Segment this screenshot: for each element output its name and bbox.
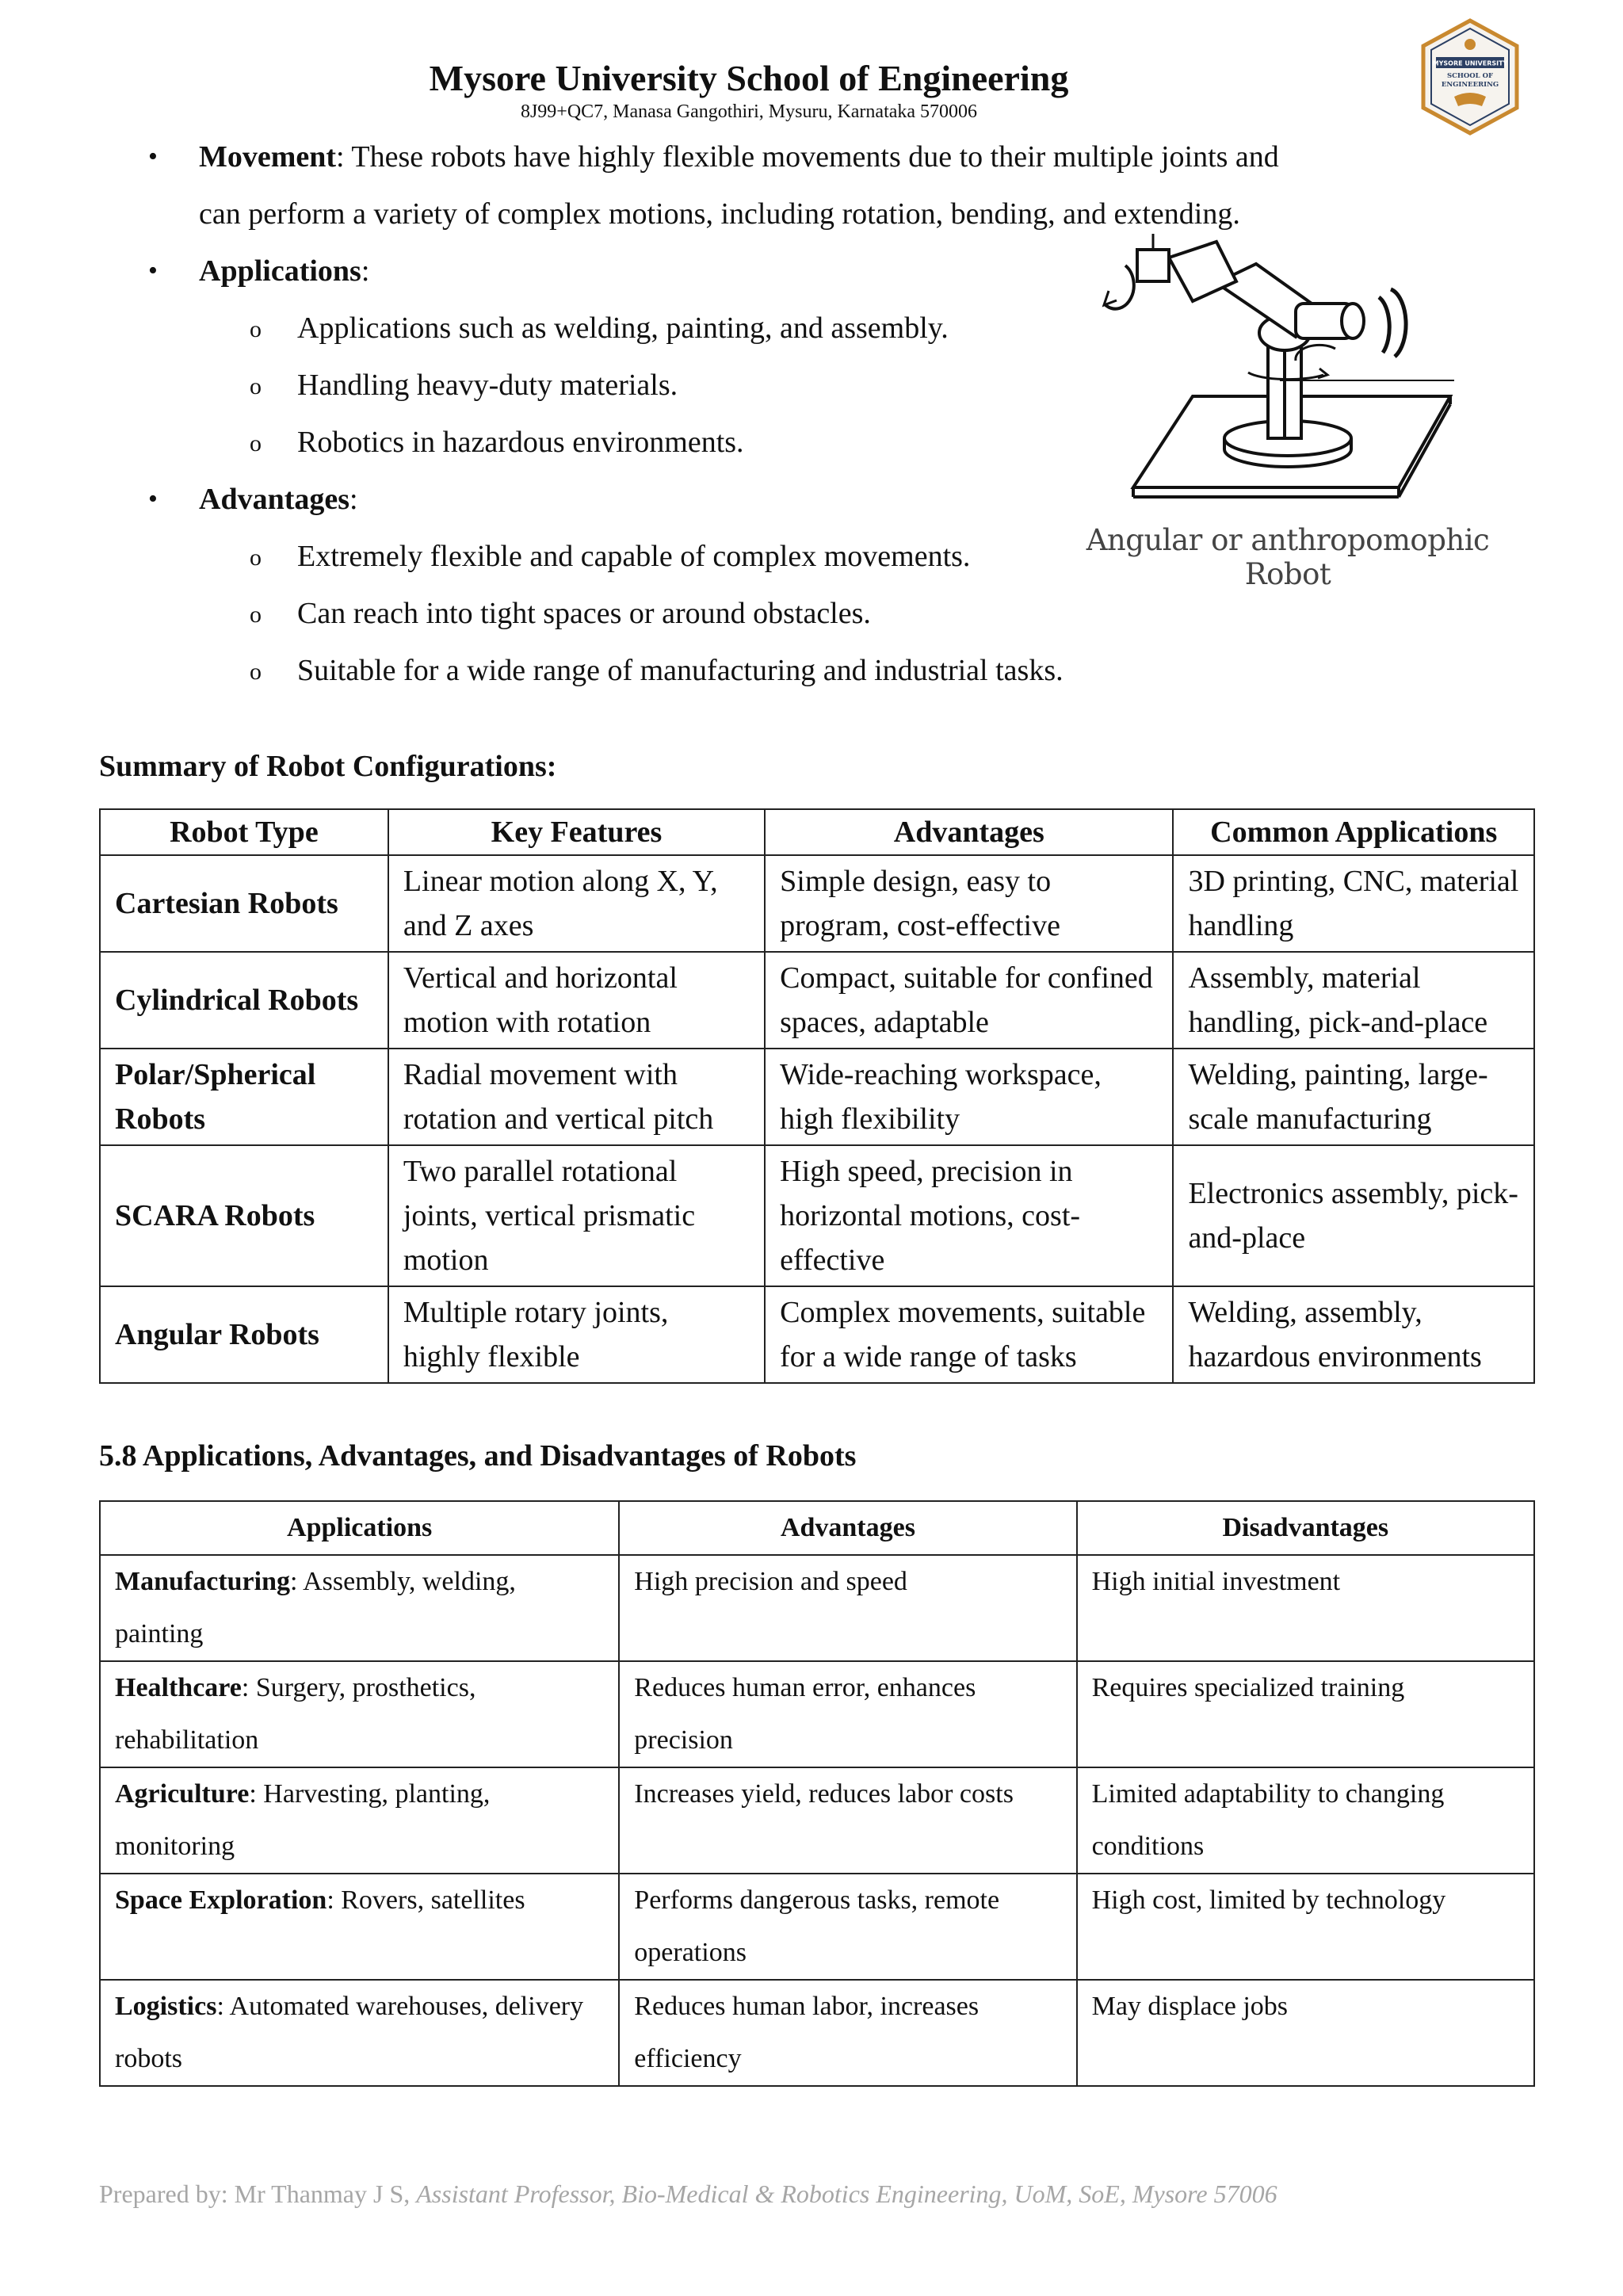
disadvantage-cell: Limited adaptability to changing conditions <box>1077 1767 1534 1874</box>
logo-text-line-1: MYSORE UNIVERSITY <box>1432 59 1508 67</box>
application-field: Logistics <box>115 1992 217 2021</box>
section-5-8-heading: 5.8 Applications, Advantages, and Disadvantages of Robots <box>99 1439 857 1473</box>
application-cell <box>100 1980 619 2086</box>
disadvantage-cell: Requires specialized training <box>1077 1661 1534 1767</box>
table-row <box>100 1980 1534 2086</box>
key-features-cell: Radial movement with rotation and vertical pitch <box>388 1049 765 1145</box>
table-header-row <box>100 809 1534 855</box>
angular-robot-illustration <box>1058 234 1518 567</box>
page-footer <box>99 2179 1277 2209</box>
application-detail: : Surgery, prosthetics, rehabilitation <box>115 1673 476 1755</box>
movement-text: : These robots have highly flexible movements due to their multiple joints and <box>336 140 1279 174</box>
application-cell <box>100 1661 619 1767</box>
table-row <box>100 952 1534 1049</box>
robot-type-cell: Cylindrical Robots <box>100 952 388 1049</box>
figure-caption: Angular or anthropomophic Robot <box>1086 523 1490 591</box>
footer-role: Assistant Professor, Bio-Medical & Robotics Engineering, UoM, SoE, Mysore 57006 <box>416 2179 1277 2208</box>
movement-bullet <box>99 128 1526 185</box>
application-cell <box>100 1555 619 1661</box>
application-field: Agriculture <box>115 1779 250 1809</box>
robot-type-cell: Angular Robots <box>100 1286 388 1383</box>
logo-text-line-2: SCHOOL OF <box>1446 72 1494 80</box>
institution-address: 8J99+QC7, Manasa Gangothiri, Mysuru, Karnataka 570006 <box>520 101 978 122</box>
key-features-cell: Two parallel rotational joints, vertical prismatic motion <box>388 1145 765 1286</box>
advantage-cell: Reduces human labor, increases efficiency <box>619 1980 1076 2086</box>
advantages-label: Advantages <box>199 483 350 516</box>
table-row <box>100 1874 1534 1980</box>
document-title: Mysore University School of Engineering <box>429 58 1069 98</box>
application-detail: : Harvesting, planting, monitoring <box>115 1779 491 1861</box>
applications-item: o Robotics in hazardous environments. <box>99 414 1526 471</box>
robot-type-cell: SCARA Robots <box>100 1145 388 1286</box>
applications-advantages-table <box>99 1500 1535 2087</box>
advantages-item: o Can reach into tight spaces or around obstacles. <box>99 585 1526 642</box>
robot-configurations-table <box>99 808 1535 1384</box>
table-row <box>100 1286 1534 1383</box>
application-cell <box>100 1767 619 1874</box>
application-detail: : Assembly, welding, painting <box>115 1567 516 1648</box>
applications-cell: 3D printing, CNC, material handling <box>1173 855 1534 952</box>
logo-text-line-3: ENGINEERING <box>1441 81 1499 89</box>
summary-heading: Summary of Robot Configurations: <box>99 750 557 783</box>
applications-cell: Welding, painting, large-scale manufacturing <box>1173 1049 1534 1145</box>
key-features-cell: Multiple rotary joints, highly flexible <box>388 1286 765 1383</box>
table-row <box>100 1767 1534 1874</box>
advantage-cell: Performs dangerous tasks, remote operations <box>619 1874 1076 1980</box>
applications-item: o Handling heavy-duty materials. <box>99 357 1526 414</box>
application-field: Manufacturing <box>115 1567 290 1596</box>
application-field: Healthcare <box>115 1673 242 1702</box>
advantages-item: o Suitable for a wide range of manufacturing and industrial tasks. <box>99 642 1526 699</box>
movement-text-continued: can perform a variety of complex motions, including rotation, bending, and extending. <box>199 197 1240 231</box>
robot-type-cell: Cartesian Robots <box>100 855 388 952</box>
column-header: Applications <box>100 1501 619 1555</box>
table-row <box>100 1555 1534 1661</box>
column-header: Advantages <box>765 809 1173 855</box>
column-header: Common Applications <box>1173 809 1534 855</box>
advantages-cell: Wide-reaching workspace, high flexibility <box>765 1049 1173 1145</box>
table-row <box>100 1145 1534 1286</box>
application-cell <box>100 1874 619 1980</box>
advantages-item: o Extremely flexible and capable of complex movements. <box>99 528 1526 585</box>
application-detail: : Automated warehouses, delivery robots <box>115 1992 584 2073</box>
table-row <box>100 1049 1534 1145</box>
table-row <box>100 1661 1534 1767</box>
disadvantage-cell: May displace jobs <box>1077 1980 1534 2086</box>
applications-colon: : <box>361 254 370 288</box>
advantages-cell: Simple design, easy to program, cost-effective <box>765 855 1173 952</box>
movement-label: Movement <box>199 140 337 174</box>
robot-type-cell: Polar/Spherical Robots <box>100 1049 388 1145</box>
advantage-cell: High precision and speed <box>619 1555 1076 1661</box>
advantages-cell: Compact, suitable for confined spaces, adaptable <box>765 952 1173 1049</box>
disadvantage-cell: High cost, limited by technology <box>1077 1874 1534 1980</box>
column-header: Key Features <box>388 809 765 855</box>
advantages-cell: High speed, precision in horizontal motions, cost-effective <box>765 1145 1173 1286</box>
column-header: Disadvantages <box>1077 1501 1534 1555</box>
advantage-cell: Increases yield, reduces labor costs <box>619 1767 1076 1874</box>
advantages-cell: Complex movements, suitable for a wide range of tasks <box>765 1286 1173 1383</box>
advantages-colon: : <box>349 483 358 516</box>
university-logo <box>1419 17 1522 136</box>
applications-cell: Assembly, material handling, pick-and-place <box>1173 952 1534 1049</box>
disadvantage-cell: High initial investment <box>1077 1555 1534 1661</box>
applications-cell: Welding, assembly, hazardous environments <box>1173 1286 1534 1383</box>
column-header: Advantages <box>619 1501 1076 1555</box>
advantage-cell: Reduces human error, enhances precision <box>619 1661 1076 1767</box>
applications-label: Applications <box>199 254 361 288</box>
table-row <box>100 855 1534 952</box>
column-header: Robot Type <box>100 809 388 855</box>
applications-cell: Electronics assembly, pick-and-place <box>1173 1145 1534 1286</box>
footer-author: Prepared by: Mr Thanmay J S, <box>99 2179 417 2208</box>
key-features-cell: Vertical and horizontal motion with rotation <box>388 952 765 1049</box>
applications-item: o Applications such as welding, painting, and assembly. <box>99 300 1526 357</box>
application-field: Space Exploration <box>115 1885 327 1915</box>
table-header-row <box>100 1501 1534 1555</box>
key-features-cell: Linear motion along X, Y, and Z axes <box>388 855 765 952</box>
application-detail: : Rovers, satellites <box>327 1885 525 1915</box>
